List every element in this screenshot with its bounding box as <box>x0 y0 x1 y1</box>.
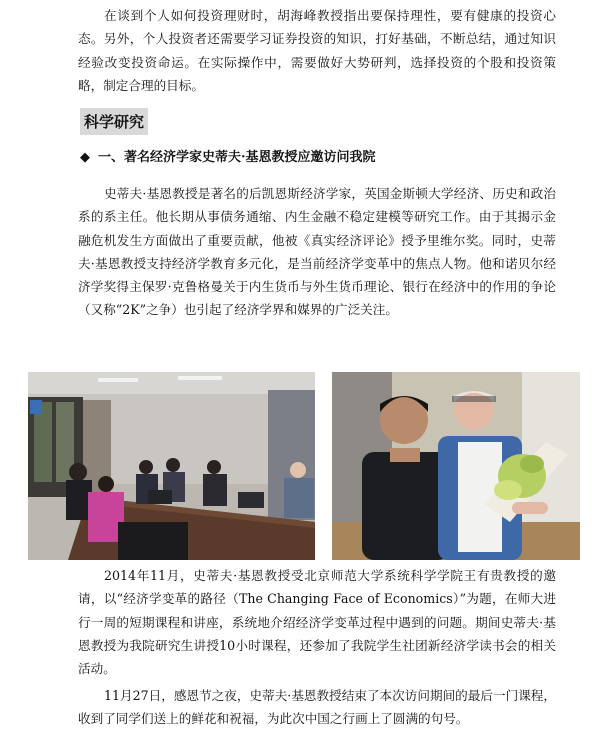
paragraph-investment: 在谈到个人如何投资理财时，胡海峰教授指出要保持理性，要有健康的投资心态。另外，个人投资者还需要学习证券投资的知识，打好基础，不断总结，通过知识经验改变投资命运。在实际操作中，需要做好大势研判，选择投资的个股和投资策略，制定合理的目标。 <box>78 8 556 93</box>
diamond-bullet-icon: ◆ <box>80 150 90 165</box>
classroom-lecture-photo <box>28 372 315 560</box>
subheading-text: 一、著名经济学家史蒂夫·基恩教授应邀访问我院 <box>98 150 376 165</box>
professor-with-flowers-photo <box>332 372 580 560</box>
subheading <box>80 148 376 168</box>
paragraph-visit-details: 2014年11月，史蒂夫·基恩教授受北京师范大学系统科学学院王有贵教授的邀请，以“经济学变革的路径（The Changing Face of Economics）”为题，在师大进行一周的短期课程和讲座，系统地介绍经济学变革过程中遇到的问题。期间史蒂夫·基恩教授为我院研究生讲授10小时课程，还参加了我院学生社团新经济学读书会的相关活动。 <box>78 568 556 677</box>
paragraph-keen-bio: 史蒂夫·基恩教授是著名的后凯恩斯经济学家，英国金斯顿大学经济、历史和政治系的系主任。他长期从事债务通缩、内生金融不稳定建模等研究工作。由于其揭示金融危机发生方面做出了重要贡献，他被《真实经济评论》授予里维尔奖。同时，史蒂夫·基恩教授支持经济学教育多元化，是当前经济学变革中的焦点人物。他和诺贝尔经济学奖得主保罗·克鲁格曼关于内生货币与外生货币理论、银行在经济中的作用的争论（又称“2K”之争）也引起了经济学界和媒界的广泛关注。 <box>78 186 556 318</box>
paragraph-thanksgiving: 11月27日，感恩节之夜，史蒂夫·基恩教授结束了本次访问期间的最后一门课程，收到了同学们送上的鲜花和祝福，为此次中国之行画上了圆满的句号。 <box>78 688 556 727</box>
section-title: 科学研究 <box>80 108 148 135</box>
